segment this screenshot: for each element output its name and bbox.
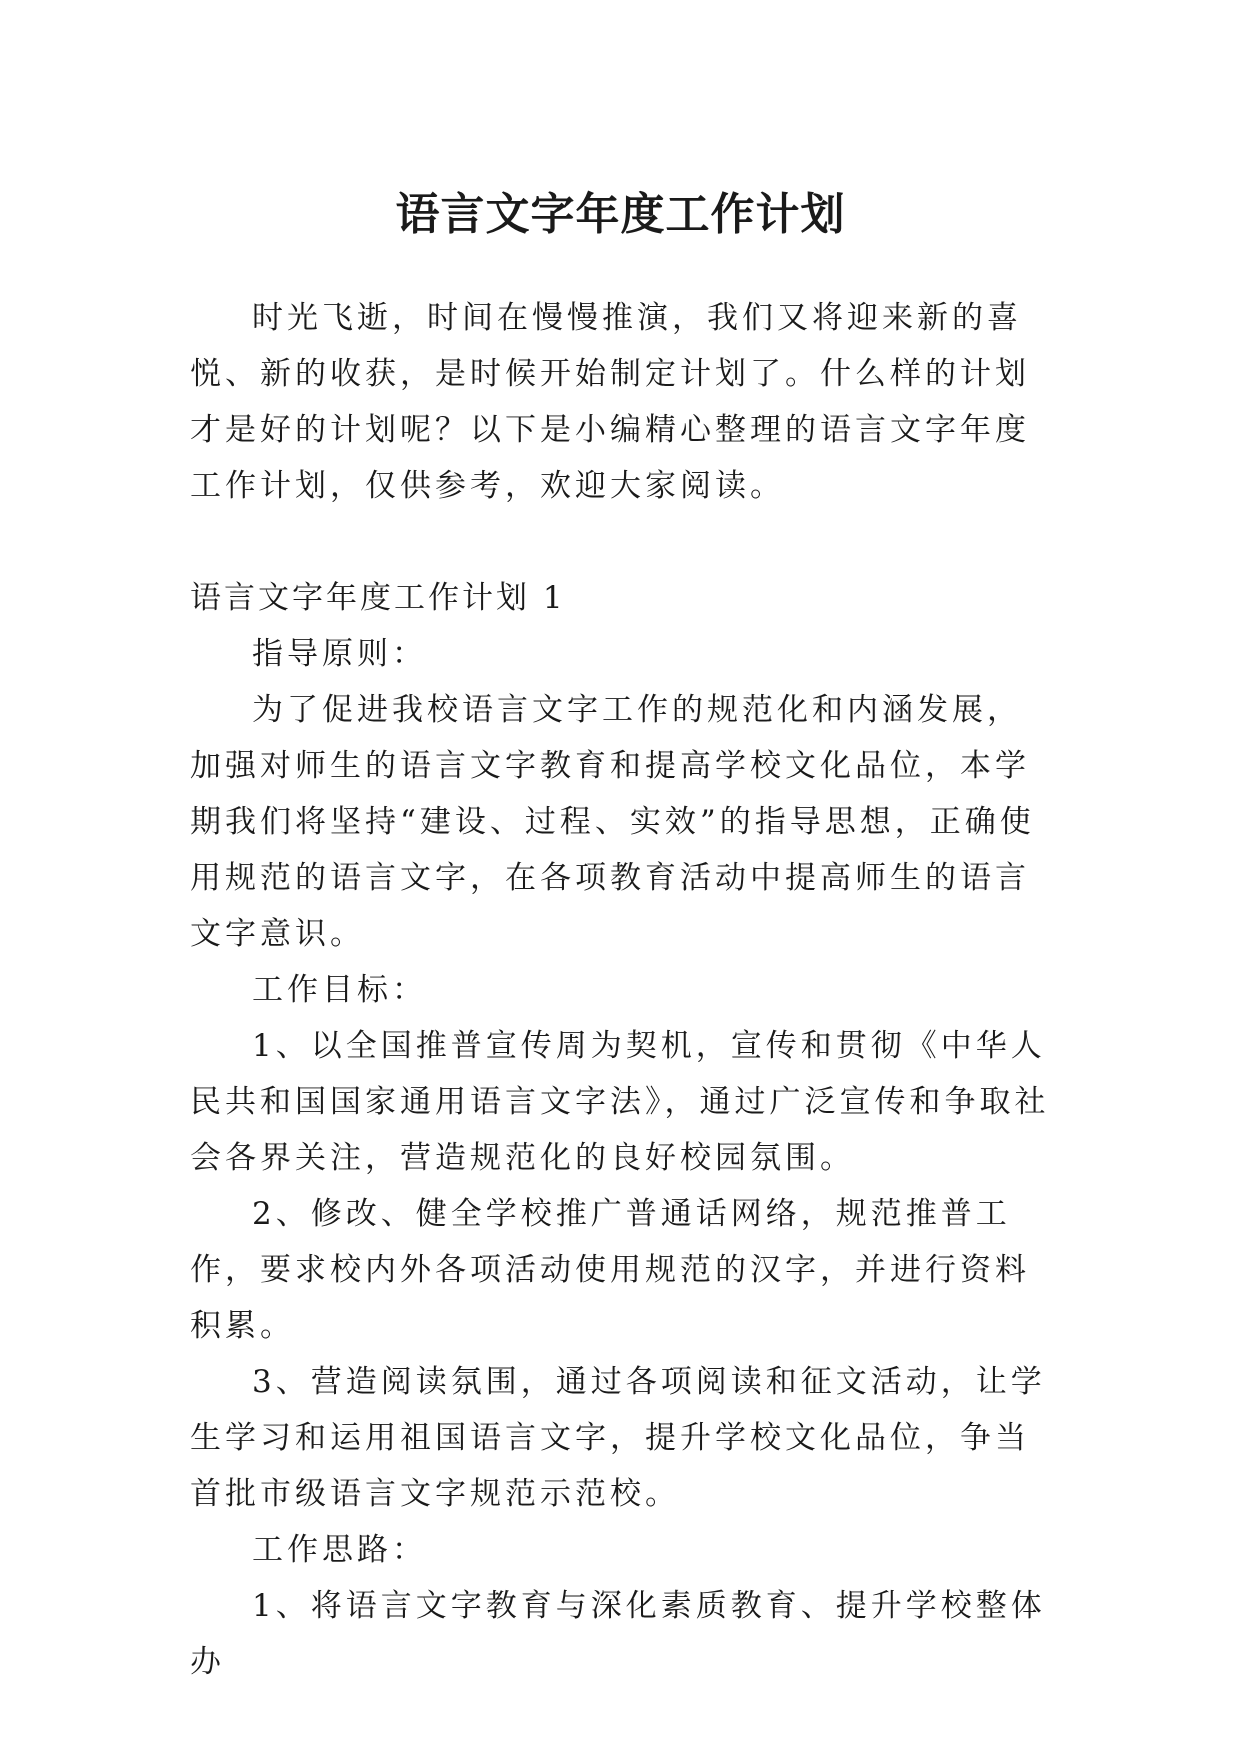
section-title: 语言文字年度工作计划 1 (190, 580, 566, 616)
ideas-heading: 工作思路： (252, 1532, 427, 1568)
guiding-heading: 指导原则： (252, 636, 427, 672)
document-body (190, 290, 1050, 1690)
goal-item: 2、修改、健全学校推广普通话网络，规范推普工作，要求校内外各项活动使用规范的汉字，并进行资料积累。 (190, 1196, 1030, 1344)
goal-item: 3、营造阅读氛围，通过各项阅读和征文活动，让学生学习和运用祖国语言文字，提升学校文化品位，争当首批市级语言文字规范示范校。 (190, 1364, 1046, 1512)
intro-paragraph: 时光飞逝，时间在慢慢推演，我们又将迎来新的喜悦、新的收获，是时候开始制定计划了。什么样的计划才是好的计划呢？以下是小编精心整理的语言文字年度工作计划，仅供参考，欢迎大家阅读。 (190, 300, 1030, 504)
document-title: 语言文字年度工作计划 (395, 189, 846, 241)
goals-heading: 工作目标： (252, 972, 427, 1008)
goal-item: 1、以全国推普宣传周为契机，宣传和贯彻《中华人民共和国国家通用语言文字法》，通过广泛宣传和争取社会各界关注，营造规范化的良好校园氛围。 (190, 1028, 1050, 1176)
idea-item: 1、将语言文字教育与深化素质教育、提升学校整体办 (190, 1588, 1046, 1680)
guiding-paragraph: 为了促进我校语言文字工作的规范化和内涵发展，加强对师生的语言文字教育和提高学校文化品位，本学期我们将坚持“建设、过程、实效”的指导思想，正确使用规范的语言文字，在各项教育活动中提高师生的语言文字意识。 (190, 692, 1035, 952)
